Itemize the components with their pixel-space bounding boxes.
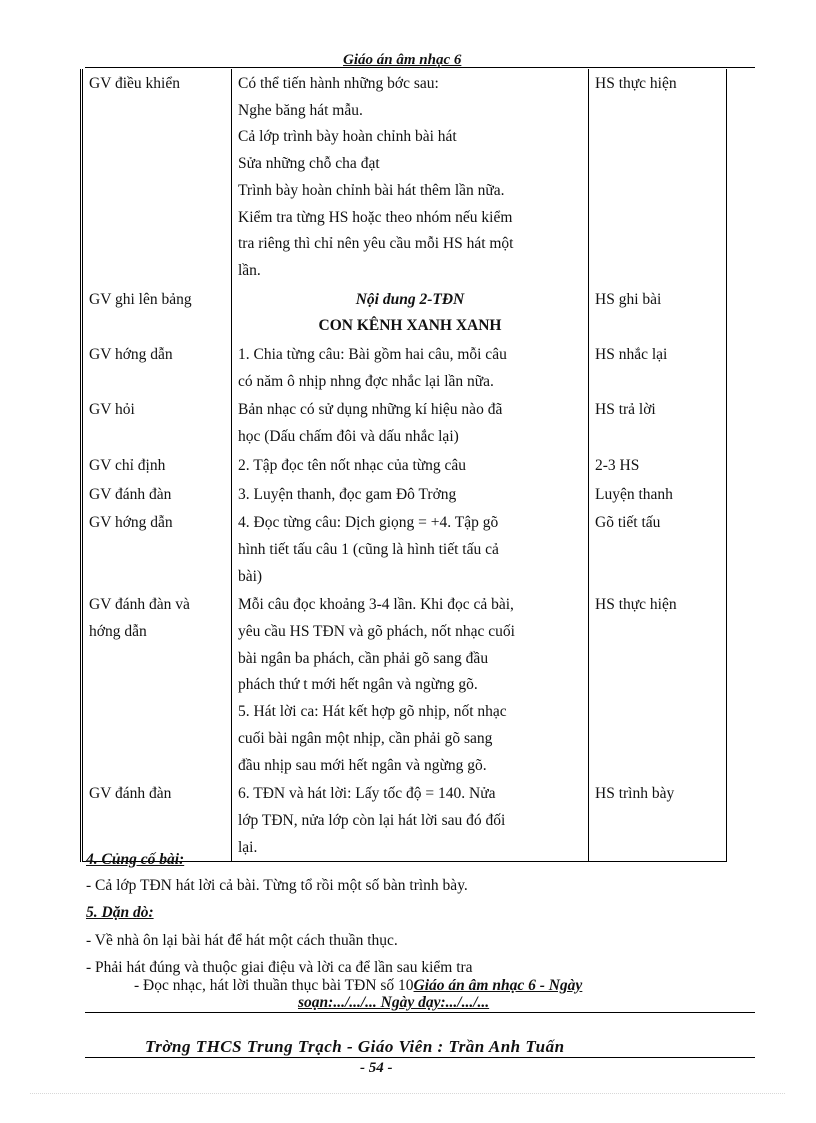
- content-heading: Nội dung 2-TĐN: [355, 290, 465, 308]
- lesson-table: [80, 69, 727, 862]
- cell-line: Có thể tiến hành những bớc sau:: [238, 75, 439, 92]
- section-5-line-1: - Về nhà ôn lại bài hát để hát một cách thuần thục.: [86, 932, 398, 949]
- cell-line: có năm ô nhịp nhng đợc nhắc lại lần nữa.: [238, 372, 494, 390]
- teacher-activity-cell: [82, 590, 232, 779]
- footer-rule-bottom: [85, 1057, 755, 1058]
- cell-line: Nghe băng hát mẫu.: [238, 101, 363, 119]
- content-cell: [232, 779, 589, 862]
- cell-line: GV đánh đàn: [89, 785, 172, 803]
- section-5-line-3: [134, 977, 582, 995]
- content-cell: [232, 395, 589, 450]
- cell-line: Cả lớp trình bày hoàn chỉnh bài hát: [238, 128, 457, 146]
- cell-line: bài): [238, 567, 263, 585]
- table-body: [82, 69, 727, 862]
- cell-line: 2-3 HS: [595, 456, 640, 474]
- cell-line: HS thực hiện: [595, 596, 677, 614]
- table-row: [82, 69, 727, 285]
- cell-line: học (Dấu chấm đôi và dấu nhắc lại): [238, 428, 459, 446]
- table-row: [82, 451, 727, 480]
- cell-line: yêu cầu HS TĐN và gõ phách, nốt nhạc cuối: [238, 623, 515, 641]
- date-line: soạn:.../.../... Ngày dạy:.../.../...: [298, 994, 490, 1011]
- content-cell: [232, 590, 589, 779]
- student-activity-cell: [589, 590, 727, 779]
- section-4-title: 4. Củng cố bài:: [86, 851, 185, 868]
- page-header: Giáo án âm nhạc 6: [343, 52, 462, 68]
- running-title: Giáo án âm nhạc 6 - Ngày: [413, 977, 583, 994]
- content-cell: [232, 451, 589, 480]
- section-5-line-2: - Phải hát đúng và thuộc giai điệu và lời ca để lần sau kiểm tra: [86, 959, 473, 976]
- content-cell: [232, 69, 589, 285]
- cell-line: GV chỉ định: [89, 456, 166, 474]
- teacher-activity-cell: [82, 69, 232, 285]
- cell-line: lớp TĐN, nửa lớp còn lại hát lời sau đó đối: [238, 811, 506, 829]
- cell-line: hớng dẫn: [89, 623, 147, 641]
- cell-line: HS trình bày: [595, 785, 675, 803]
- table-row: [82, 340, 727, 395]
- cell-line: GV hớng dẫn: [89, 346, 173, 364]
- song-title: CON KÊNH XANH XANH: [318, 317, 502, 335]
- student-activity-cell: [589, 285, 727, 340]
- footer-rule-top: [85, 1012, 755, 1013]
- cell-line: Luyện thanh: [595, 485, 673, 503]
- cell-line: bài ngân ba phách, cần phải gõ sang đầu: [238, 649, 489, 667]
- cell-line: GV hỏi: [89, 401, 135, 419]
- cell-line: đầu nhịp sau mới hết ngân và ngừng gõ.: [238, 756, 487, 774]
- cell-line: GV điều khiển: [89, 75, 180, 92]
- cell-line: Sửa những chỗ cha đạt: [238, 155, 380, 173]
- cell-line: GV đánh đàn: [89, 485, 172, 503]
- cell-line: tra riêng thì chỉ nên yêu cầu mỗi HS hát một: [238, 235, 514, 253]
- cell-line: HS nhắc lại: [595, 346, 668, 364]
- cell-line: GV ghi lên bảng: [89, 290, 192, 308]
- cell-line: Kiểm tra từng HS hoặc theo nhóm nếu kiểm: [238, 208, 513, 226]
- student-activity-cell: [589, 340, 727, 395]
- cell-line: 3. Luyện thanh, đọc gam Đô Trởng: [238, 485, 457, 503]
- table-row: [82, 508, 727, 590]
- cell-line: Trình bày hoàn chỉnh bài hát thêm lần nữa.: [238, 181, 505, 199]
- cell-line: HS trả lời: [595, 401, 656, 419]
- header-rule: [85, 67, 755, 68]
- cell-line: 1. Chia từng câu: Bài gồm hai câu, mỗi câu: [238, 346, 507, 364]
- content-cell: [232, 340, 589, 395]
- student-activity-cell: [589, 508, 727, 590]
- cell-line: lần.: [238, 261, 261, 279]
- page-number: - 54 -: [360, 1060, 393, 1076]
- teacher-activity-cell: [82, 508, 232, 590]
- content-cell: [232, 285, 589, 340]
- student-activity-cell: [589, 395, 727, 450]
- footer-school-line: Trờng THCS Trung Trạch - Giáo Viên : Trần Anh Tuấn: [145, 1037, 565, 1056]
- teacher-activity-cell: [82, 779, 232, 862]
- table-row: [82, 285, 727, 340]
- student-activity-cell: [589, 451, 727, 480]
- cell-line: phách thứ t mới hết ngân và ngừng gõ.: [238, 676, 478, 694]
- cell-line: Bản nhạc có sử dụng những kí hiệu nào đã: [238, 401, 503, 419]
- teacher-activity-cell: [82, 451, 232, 480]
- cell-line: cuối bài ngân một nhịp, cần phải gõ sang: [238, 729, 493, 747]
- cell-line: GV hớng dẫn: [89, 514, 173, 532]
- cell-line: 4. Đọc từng câu: Dịch giọng = +4. Tập gõ: [238, 514, 499, 532]
- cell-line: HS ghi bài: [595, 290, 662, 308]
- teacher-activity-cell: [82, 480, 232, 509]
- cell-line: HS thực hiện: [595, 75, 677, 92]
- section-5-title: 5. Dặn dò:: [86, 904, 154, 921]
- table-row: [82, 779, 727, 862]
- teacher-activity-cell: [82, 285, 232, 340]
- section-4-line: - Cả lớp TĐN hát lời cả bài. Từng tổ rồi một số bàn trình bày.: [86, 877, 468, 894]
- table-row: [82, 590, 727, 779]
- student-activity-cell: [589, 69, 727, 285]
- next-lesson-note: - Đọc nhạc, hát lời thuần thục bài TĐN số 10: [134, 977, 414, 994]
- table-row: [82, 480, 727, 509]
- student-activity-cell: [589, 779, 727, 862]
- cell-line: Gõ tiết tấu: [595, 514, 661, 532]
- cell-line: 5. Hát lời ca: Hát kết hợp gõ nhịp, nốt nhạc: [238, 703, 507, 721]
- cell-line: 6. TĐN và hát lời: Lấy tốc độ = 140. Nửa: [238, 785, 496, 803]
- content-cell: [232, 508, 589, 590]
- cell-line: lại.: [238, 838, 258, 856]
- teacher-activity-cell: [82, 340, 232, 395]
- table-row: [82, 395, 727, 450]
- cell-line: Mỗi câu đọc khoảng 3-4 lần. Khi đọc cả bài,: [238, 596, 514, 614]
- student-activity-cell: [589, 480, 727, 509]
- page-edge-dotted-line: [30, 1093, 785, 1094]
- cell-line: hình tiết tấu câu 1 (cũng là hình tiết tấu cả: [238, 540, 499, 558]
- teacher-activity-cell: [82, 395, 232, 450]
- content-cell: [232, 480, 589, 509]
- cell-line: GV đánh đàn và: [89, 596, 190, 614]
- cell-line: 2. Tập đọc tên nốt nhạc của từng câu: [238, 456, 467, 474]
